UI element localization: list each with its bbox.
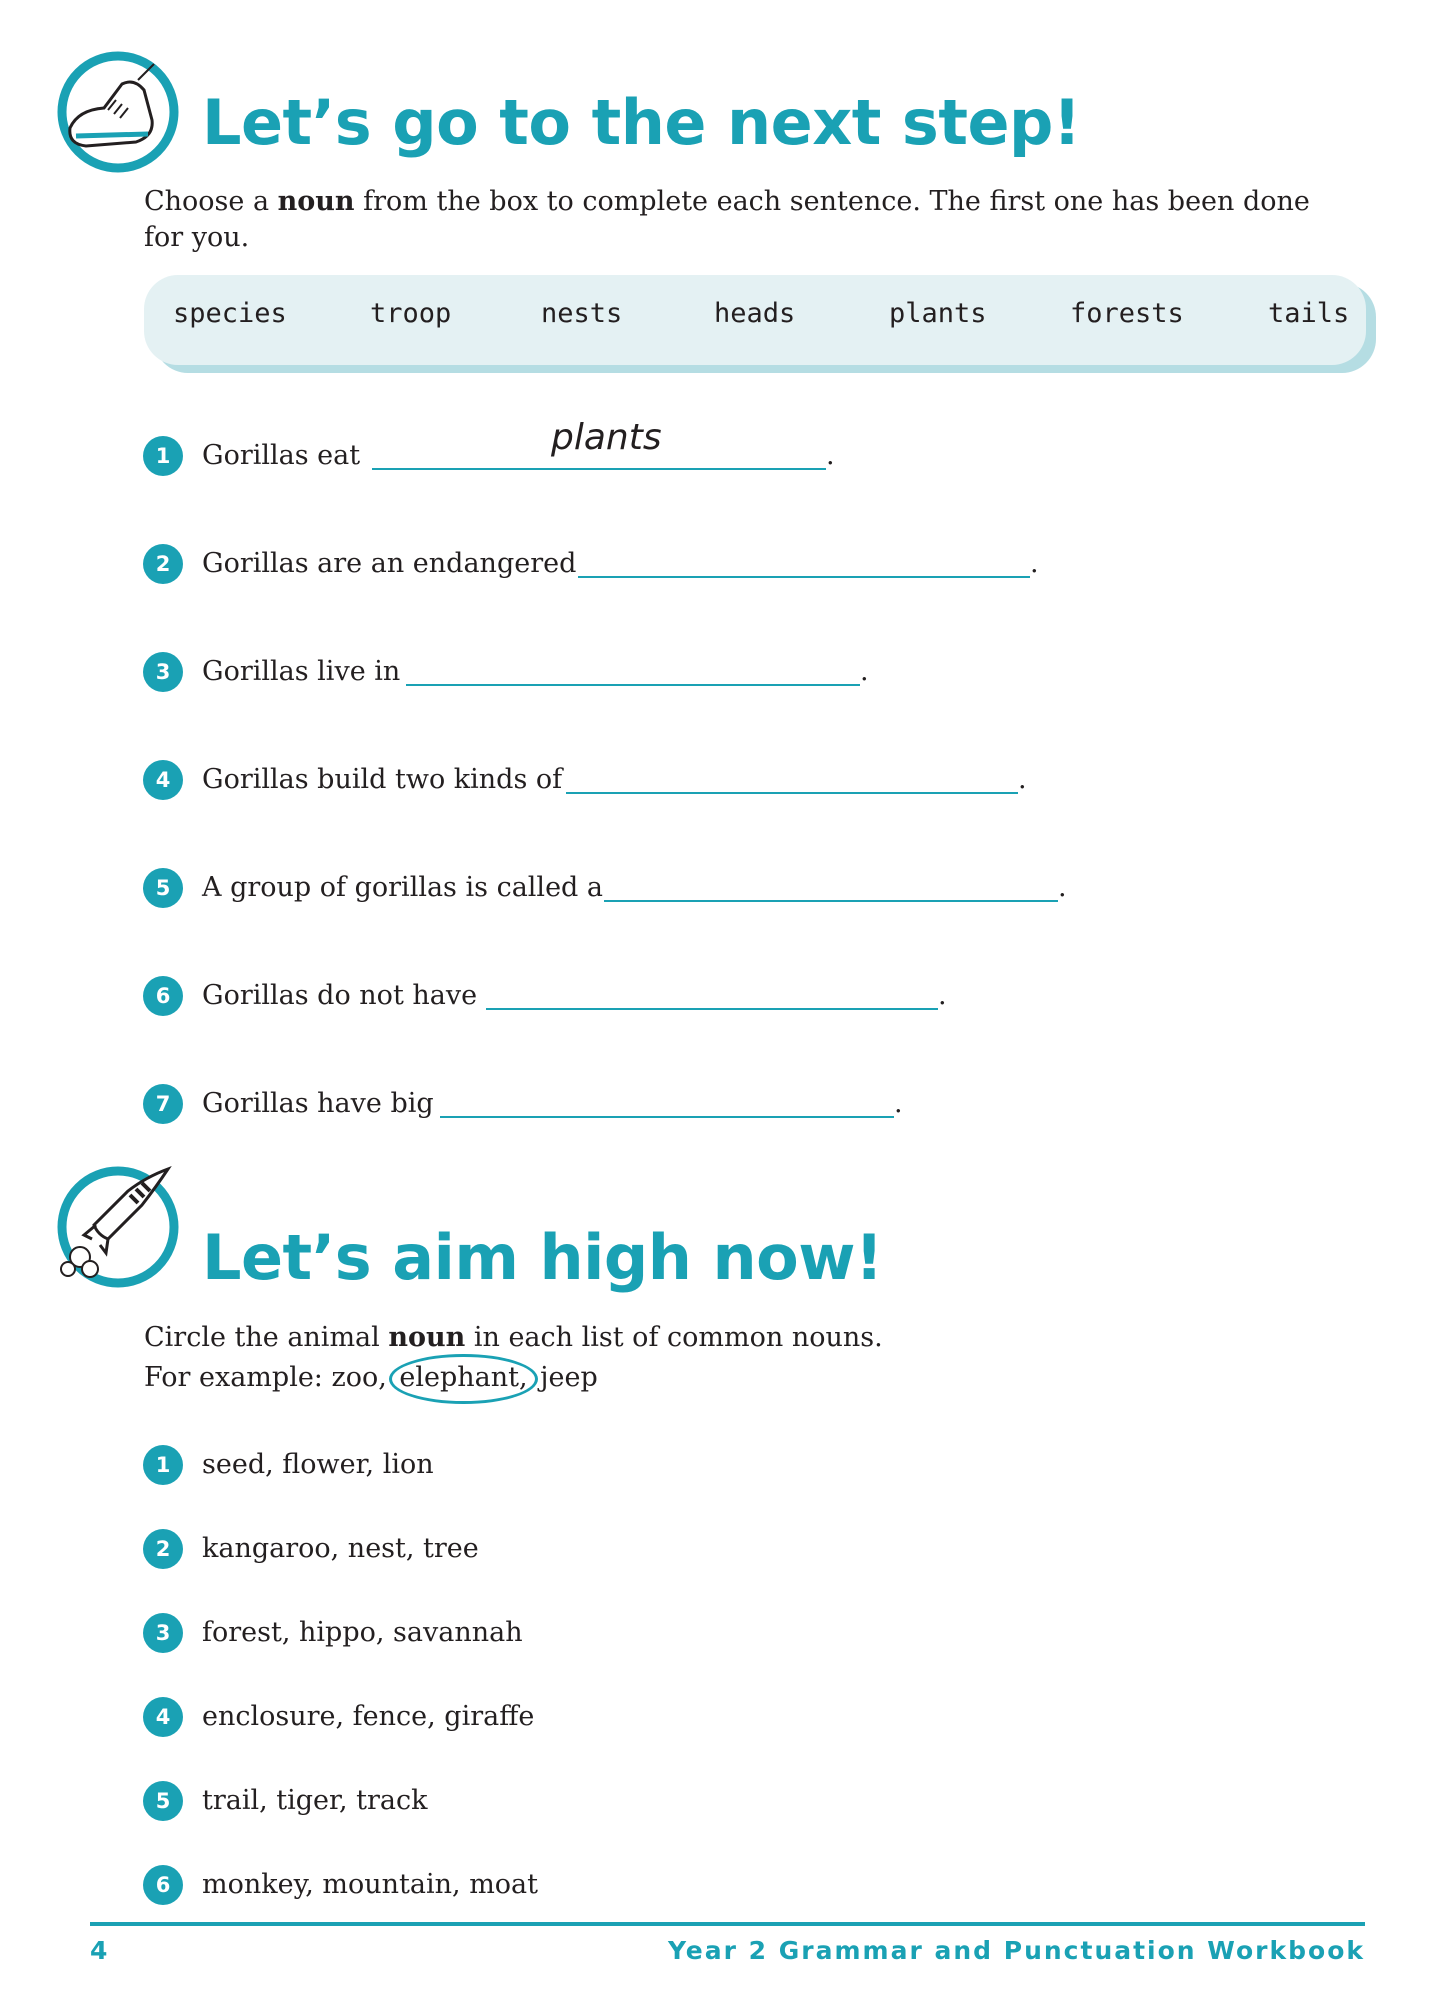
answer-blank[interactable] [578,576,1030,578]
sentence-text: Gorillas have big [202,1088,434,1119]
period: . [1018,764,1027,795]
item-number: 5 [143,868,183,908]
item-number: 4 [143,1697,183,1737]
answer-blank[interactable] [372,468,826,470]
answer-blank[interactable] [566,792,1018,794]
sentence-text: Gorillas live in [202,656,401,687]
answer-blank[interactable] [604,900,1058,902]
example-line: For example: zoo, elephant, jeep [144,1360,598,1396]
noun-list[interactable]: trail, tiger, track [202,1785,428,1816]
answer-blank[interactable] [406,684,860,686]
answer-plants: plants [551,417,662,458]
word-option: plants [889,298,987,329]
item-number: 2 [143,544,183,584]
sentence-text: Gorillas eat [202,440,361,471]
period: . [938,980,947,1011]
period: . [860,656,869,687]
answer-blank[interactable] [486,1008,938,1010]
section1-instruction: Choose a noun from the box to complete each sentence. The first one has been done for you. [144,186,1310,253]
item-number: 3 [143,652,183,692]
item-number: 6 [143,1865,183,1905]
word-option: troop [370,298,452,329]
item-number: 4 [143,760,183,800]
book-title: Year 2 Grammar and Punctuation Workbook [668,1936,1365,1965]
footer-rule [90,1922,1365,1926]
sentence-text: Gorillas build two kinds of [202,764,563,795]
item-number: 3 [143,1613,183,1653]
noun-list[interactable]: forest, hippo, savannah [202,1617,523,1648]
rocket-icon [56,1165,180,1289]
word-option: tails [1268,298,1350,329]
sneaker-icon [56,50,180,174]
word-option: nests [541,298,623,329]
period: . [894,1088,903,1119]
period: . [1030,548,1039,579]
noun-list[interactable]: kangaroo, nest, tree [202,1533,479,1564]
item-number: 2 [143,1529,183,1569]
section2-instruction: Circle the animal noun in each list of common nouns. [144,1322,883,1353]
sentence-text: Gorillas are an endangered [202,548,577,579]
item-number: 7 [143,1084,183,1124]
period: . [1058,872,1067,903]
word-option: species [173,298,287,329]
item-number: 1 [143,436,183,476]
page-number: 4 [90,1936,110,1965]
noun-list[interactable]: seed, flower, lion [202,1449,434,1480]
noun-list[interactable]: enclosure, fence, giraffe [202,1701,535,1732]
section2-heading: Let’s aim high now! [202,1221,883,1294]
period: . [826,440,835,471]
section1-heading: Let’s go to the next step! [202,86,1081,159]
sentence-text: Gorillas do not have [202,980,478,1011]
circled-example: elephant, [395,1360,531,1396]
item-number: 1 [143,1445,183,1485]
item-number: 6 [143,976,183,1016]
item-number: 5 [143,1781,183,1821]
word-option: heads [714,298,796,329]
word-option: forests [1070,298,1184,329]
answer-blank[interactable] [440,1116,894,1118]
sentence-text: A group of gorillas is called a [202,872,604,903]
noun-list[interactable]: monkey, mountain, moat [202,1869,538,1900]
